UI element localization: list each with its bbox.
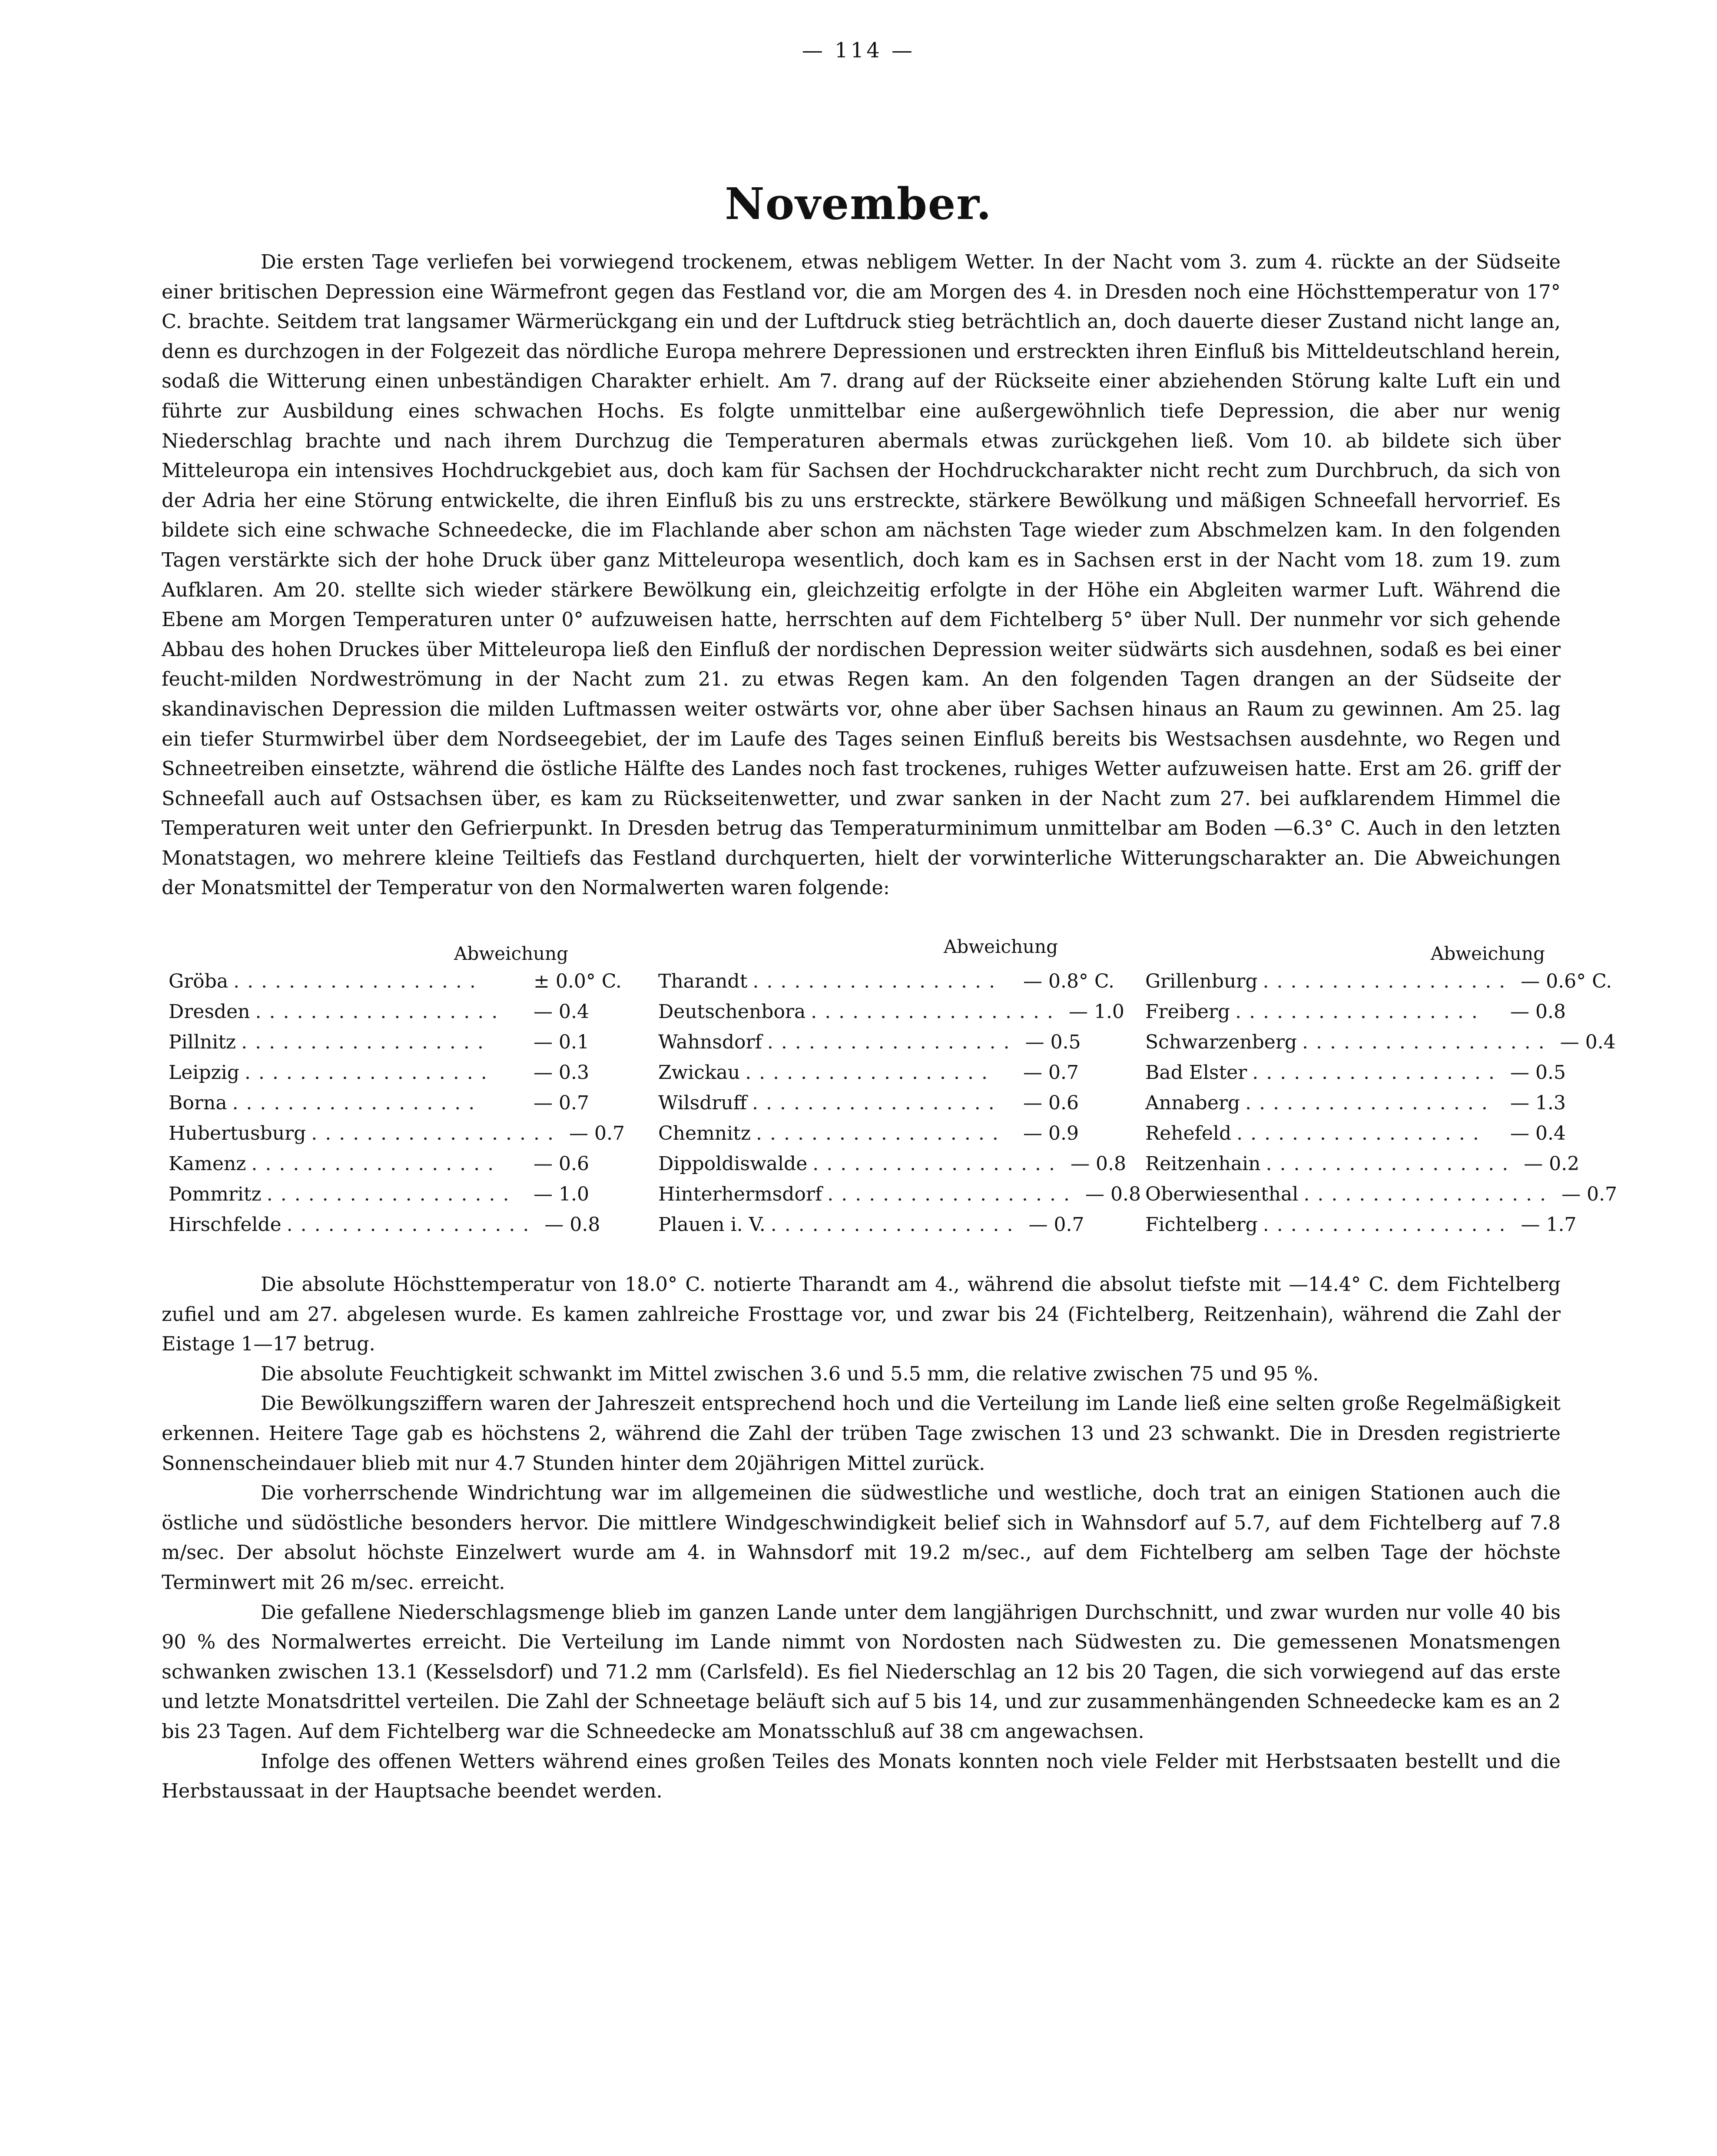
deviation-value: — 0.3 [534, 1061, 589, 1084]
table-row: Rehefeld .................. — 0.4 [1145, 1118, 1606, 1149]
deviation-value: — 0.2 [1524, 1153, 1580, 1175]
station-name: Oberwiesenthal [1145, 1183, 1299, 1205]
deviation-column-3 [1145, 938, 1618, 1240]
deviation-value: — 1.7 [1521, 1214, 1577, 1236]
table-row: Schwarzenberg .................. — 0.4 [1145, 1027, 1606, 1058]
deviation-value: — 0.7 [1028, 1214, 1084, 1236]
closing-paragraph: Infolge des offenen Wetters während eines großen Teiles des Monats konnten noch viele Felder mit Herbstsaaten bestellt und die Herbstaussaat in der Hauptsache beendet werden. [162, 1750, 1561, 1803]
deviation-value: — 0.7 [569, 1122, 625, 1144]
station-name: Zwickau [658, 1061, 740, 1084]
closing-paragraph: Die vorherrschende Windrichtung war im allgemeinen die südwestliche und westliche, doch trat an einigen Stationen auch die östliche und südöstliche besonders hervor. Die mittlere Windgeschwindigkeit belief sich in Wahnsdorf auf 5.7, auf dem Fichtelberg auf 7.8 m/sec. Der absolut höchste Einzelwert wurde am 4. in Wahnsdorf mit 19.2 m/sec., auf dem Fichtelberg am selben Tage der höchste Terminwert mit 26 m/sec. erreicht. [162, 1482, 1561, 1594]
station-name: Reitzenhain [1145, 1153, 1261, 1175]
table-row: Hirschfelde .................. — 0.8 [169, 1210, 629, 1240]
station-name: Grillenburg [1145, 970, 1258, 992]
table-row: Deutschenbora .................. — 1.0 [658, 997, 1119, 1027]
deviation-value: — 0.8 [1085, 1183, 1141, 1205]
table-row: Dippoldiswalde .................. — 0.8 [658, 1149, 1119, 1179]
station-name: Rehefeld [1145, 1122, 1232, 1144]
deviation-value: ± 0.0° C. [534, 970, 622, 992]
closing-text [162, 1270, 1561, 1807]
table-row: Freiberg .................. — 0.8 [1145, 997, 1606, 1027]
table-row: Plauen i. V. .................. — 0.7 [658, 1210, 1119, 1240]
station-name: Annaberg [1145, 1092, 1240, 1114]
intro-paragraph: Die ersten Tage verliefen bei vorwiegend trockenem, etwas nebligem Wetter. In der Nacht vom 3. zum 4. rückte an der Südseite einer britischen Depression eine Wärmefront gegen das Festland vor, die am Morgen des 4. in Dresden noch eine Höchsttemperatur von 17° C. brachte. Seitdem trat langsamer Wärmerückgang ein und der Luftdruck stieg beträchtlich an, doch dauerte dieser Zustand nicht lange an, denn es durchzogen in der Folgezeit das nördliche Europa mehrere Depressionen und erstreckten ihren Einfluß bis Mitteldeutschland herein, sodaß die Witterung einen unbeständigen Charakter erhielt. Am 7. drang auf der Rückseite einer abziehenden Störung kalte Luft ein und führte zur Ausbildung eines schwachen Hochs. Es folgte unmittelbar eine außergewöhnlich tiefe Depression, die aber nur wenig Niederschlag brachte und nach ihrem Durchzug die Temperaturen abermals etwas zurückgehen ließ. Vom 10. ab bildete sich über Mitteleuropa ein intensives Hochdruckgebiet aus, doch kam für Sachsen der Hochdruckcharakter nicht recht zum Durchbruch, da sich von der Adria her eine Störung entwickelte, die ihren Einfluß bis zu uns erstreckte, stärkere Bewölkung und mäßigen Schneefall hervorrief. Es bildete sich eine schwache Schneedecke, die im Flachlande aber schon am nächsten Tage wieder zum Abschmelzen kam. In den folgenden Tagen verstärkte sich der hohe Druck über ganz Mitteleuropa wesentlich, doch kam es in Sachsen erst in der Nacht vom 18. zum 19. zum Aufklaren. Am 20. stellte sich wieder stärkere Bewölkung ein, gleichzeitig erfolgte in der Höhe ein Abgleiten warmer Luft. Während die Ebene am Morgen Temperaturen unter 0° aufzuweisen hatte, herrschten auf dem Fichtelberg 5° über Null. Der nunmehr vor sich gehende Abbau des hohen Druckes über Mitteleuropa ließ den Einfluß der nordischen Depression weiter südwärts sich ausdehnen, sodaß es bei einer feucht-milden Nordweströmung in der Nacht zum 21. zu etwas Regen kam. An den folgenden Tagen drangen an der Südseite der skandinavischen Depression die milden Luftmassen weiter ostwärts vor, ohne aber über Sachsen hinaus an Raum zu gewinnen. Am 25. lag ein tiefer Sturmwirbel über dem Nordseegebiet, der im Laufe des Tages seinen Einfluß bereits bis Westsachsen ausdehnte, wo Regen und Schneetreiben einsetzte, während die östliche Hälfte des Landes noch fast trockenes, ruhiges Wetter aufzuweisen hatte. Erst am 26. griff der Schneefall auch auf Ostsachsen über, es kam zu Rückseitenwetter, und zwar sanken in der Nacht zum 27. bei aufklarendem Himmel die Temperaturen weit unter den Gefrierpunkt. In Dresden betrug das Temperaturminimum unmittelbar am Boden —6.3° C. Auch in den letzten Monatstagen, wo mehrere kleine Teiltiefs das Festland durchquerten, hielt der vorwinterliche Witterungscharakter an. Die Abweichungen der Monatsmittel der Temperatur von den Normalwerten waren folgende: [162, 251, 1561, 899]
deviation-value: — 0.4 [1560, 1031, 1616, 1053]
deviation-value: — 0.8° C. [1023, 970, 1115, 992]
station-name: Bad Elster [1145, 1061, 1247, 1084]
deviation-column-2 [658, 936, 1141, 1240]
table-row: Borna .................. — 0.7 [169, 1088, 629, 1118]
deviation-value: — 0.8 [1071, 1153, 1126, 1175]
deviation-value: — 0.4 [534, 1001, 589, 1023]
closing-paragraph: Die absolute Feuchtigkeit schwankt im Mittel zwischen 3.6 und 5.5 mm, die relative zwischen 75 und 95 %. [261, 1363, 1319, 1385]
deviation-value: — 1.0 [534, 1183, 589, 1205]
deviation-value: — 0.7 [1023, 1061, 1079, 1084]
column-header: Abweichung [943, 936, 1058, 957]
deviation-value: — 0.6 [1023, 1092, 1079, 1114]
table-row: Pillnitz .................. — 0.1 [169, 1027, 629, 1058]
station-name: Wilsdruff [658, 1092, 747, 1114]
station-name: Freiberg [1145, 1001, 1230, 1023]
station-name: Dippoldiswalde [658, 1153, 808, 1175]
station-name: Hirschfelde [169, 1214, 282, 1236]
station-name: Gröba [169, 970, 229, 992]
deviation-value: — 1.0 [1068, 1001, 1124, 1023]
deviation-value: — 0.6 [534, 1153, 589, 1175]
deviation-value: — 0.1 [534, 1031, 589, 1053]
deviation-value: — 0.8 [544, 1214, 600, 1236]
station-name: Borna [169, 1092, 227, 1114]
station-name: Pillnitz [169, 1031, 236, 1053]
table-row: Gröba .................. ± 0.0° C. [169, 966, 629, 997]
table-row: Hinterhermsdorf .................. — 0.8 [658, 1179, 1119, 1210]
table-row: Pommritz .................. — 1.0 [169, 1179, 629, 1210]
closing-paragraph: Die Bewölkungsziffern waren der Jahreszeit entsprechend hoch und die Verteilung im Lande ließ eine selten große Regelmäßigkeit erkennen. Heitere Tage gab es höchstens 2, während die Zahl der trüben Tage zwischen 13 und 23 schwankt. Die in Dresden registrierte Sonnenscheindauer blieb mit nur 4.7 Stunden hinter dem 20jährigen Mittel zurück. [162, 1393, 1561, 1475]
table-row: Chemnitz .................. — 0.9 [658, 1118, 1119, 1149]
station-name: Hubertusburg [169, 1122, 306, 1144]
table-row: Hubertusburg .................. — 0.7 [169, 1118, 629, 1149]
deviation-value: — 0.7 [534, 1092, 589, 1114]
table-row: Fichtelberg .................. — 1.7 [1145, 1210, 1606, 1240]
table-row: Annaberg .................. — 1.3 [1145, 1088, 1606, 1118]
station-name: Dresden [169, 1001, 250, 1023]
closing-paragraph: Die absolute Höchsttemperatur von 18.0° C. notierte Tharandt am 4., während die absolut tiefste mit —14.4° C. dem Fichtelberg zufiel und am 27. abgelesen wurde. Es kamen zahlreiche Frosttage vor, und zwar bis 24 (Fichtelberg, Reitzenhain), während die Zahl der Eistage 1—17 betrug. [162, 1274, 1561, 1356]
station-name: Hinterhermsdorf [658, 1183, 822, 1205]
station-name: Tharandt [658, 970, 748, 992]
deviation-value: — 0.8 [1510, 1001, 1566, 1023]
station-name: Deutschenbora [658, 1001, 806, 1023]
deviation-value: — 0.9 [1023, 1122, 1079, 1144]
column-header: Abweichung [1430, 943, 1545, 964]
deviation-value: — 0.5 [1025, 1031, 1081, 1053]
table-row: Bad Elster .................. — 0.5 [1145, 1058, 1606, 1088]
deviation-column-1 [169, 938, 629, 1240]
table-row: Oberwiesenthal .................. — 0.7 [1145, 1179, 1606, 1210]
table-row: Kamenz .................. — 0.6 [169, 1149, 629, 1179]
station-name: Plauen i. V. [658, 1214, 766, 1236]
station-name: Fichtelberg [1145, 1214, 1258, 1236]
page-number: — 114 — [802, 38, 915, 63]
table-row: Dresden .................. — 0.4 [169, 997, 629, 1027]
column-header: Abweichung [454, 943, 568, 964]
station-name: Wahnsdorf [658, 1031, 762, 1053]
table-row: Wilsdruff .................. — 0.6 [658, 1088, 1119, 1118]
table-row: Tharandt .................. — 0.8° C. [658, 966, 1119, 997]
deviation-value: — 0.5 [1510, 1061, 1566, 1084]
table-row: Reitzenhain .................. — 0.2 [1145, 1149, 1606, 1179]
deviation-value: — 0.7 [1561, 1183, 1618, 1205]
station-name: Pommritz [169, 1183, 262, 1205]
table-row: Zwickau .................. — 0.7 [658, 1058, 1119, 1088]
intro-text [162, 248, 1561, 903]
deviation-value: — 1.3 [1510, 1092, 1566, 1114]
deviation-value: — 0.4 [1510, 1122, 1566, 1144]
station-name: Schwarzenberg [1145, 1031, 1297, 1053]
station-name: Leipzig [169, 1061, 239, 1084]
table-row: Leipzig .................. — 0.3 [169, 1058, 629, 1088]
closing-paragraph: Die gefallene Niederschlagsmenge blieb im ganzen Lande unter dem langjährigen Durchschnitt, und zwar wurden nur volle 40 bis 90 % des Normalwertes erreicht. Die Verteilung im Lande nimmt von Nordosten nach Südwesten zu. Die gemessenen Monatsmengen schwanken zwischen 13.1 (Kesselsdorf) und 71.2 mm (Carlsfeld). Es fiel Niederschlag an 12 bis 20 Tagen, die sich vorwiegend auf das erste und letzte Monatsdrittel verteilen. Die Zahl der Schneetage beläuft sich auf 5 bis 14, und zur zusammenhängenden Schneedecke kam es an 2 bis 23 Tagen. Auf dem Fichtelberg war die Schneedecke am Monatsschluß auf 38 cm angewachsen. [162, 1601, 1561, 1743]
station-name: Chemnitz [658, 1122, 751, 1144]
table-row: Wahnsdorf .................. — 0.5 [658, 1027, 1119, 1058]
deviation-value: — 0.6° C. [1521, 970, 1612, 992]
station-name: Kamenz [169, 1153, 246, 1175]
table-row: Grillenburg .................. — 0.6° C. [1145, 966, 1606, 997]
page-title: November. [725, 178, 992, 229]
